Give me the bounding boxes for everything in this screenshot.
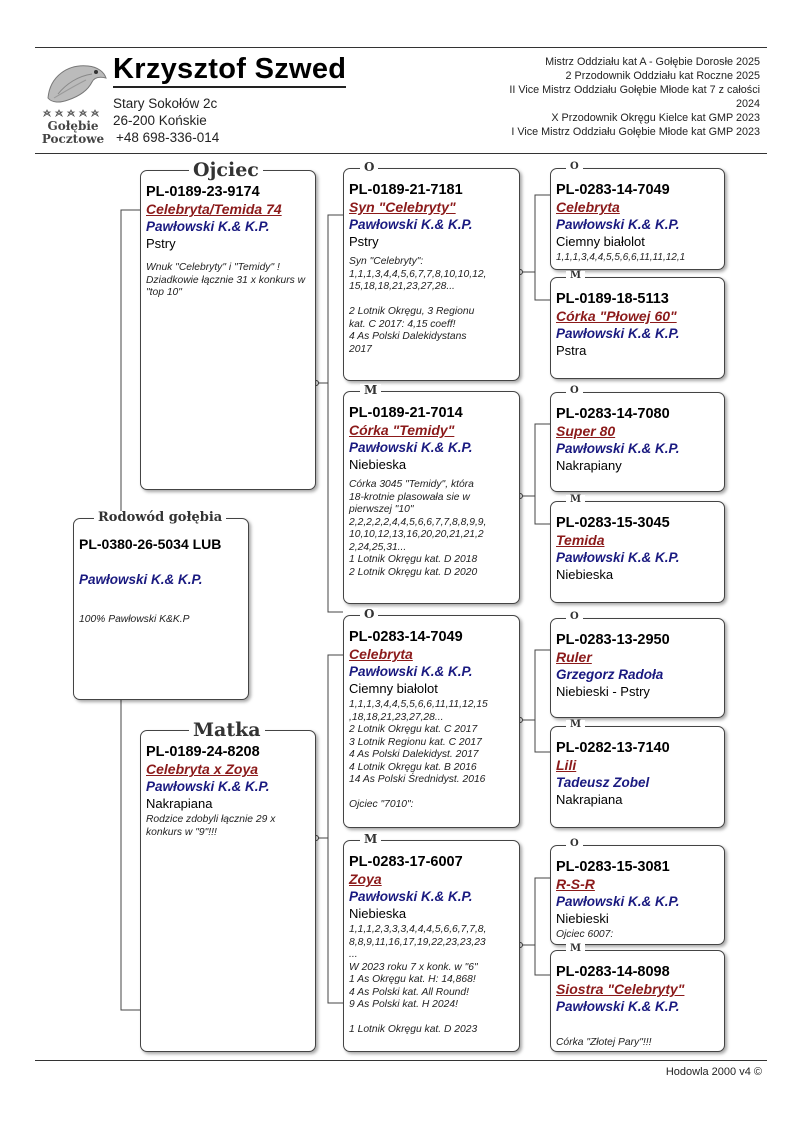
ggp-fmf-color: Nakrapiany — [556, 458, 622, 473]
paternal-grandmother-breeder: Pawłowski K.& K.P. — [349, 440, 473, 455]
dam-marker: M — [566, 720, 585, 730]
ggp-fff-card[interactable] — [550, 168, 725, 270]
ggp-mmf-ring: PL-0283-15-3081 — [556, 859, 670, 875]
owner-address-line1: Stary Sokołów 2c — [113, 96, 218, 111]
dam-marker: M — [566, 944, 585, 954]
father-label: Ojciec — [189, 161, 263, 180]
mother-card[interactable] — [140, 730, 316, 1052]
ggp-ffm-card[interactable] — [550, 277, 725, 379]
achievement-item: Mistrz Oddziału kat A - Gołębie Dorosłe 2025 — [545, 56, 760, 68]
ggp-mfm-name: Lili — [556, 757, 577, 773]
maternal-grandfather-notes: 1,1,1,3,4,4,5,5,6,6,11,11,12,15 ,18,18,21,23,27,28... 2 Lotnik Okręgu kat. C 2017 3 Lotnik Regionu kat. C 2017 4 As Polski Dalekidyst. 2017 4 Lotnik Okręgu kat. B 2016 14 As Polski Średnidyst. 2016 Ojciec "7010": — [349, 699, 488, 810]
sire-marker: O — [566, 386, 583, 396]
paternal-grandmother-name: Córka "Temidy" — [349, 422, 455, 438]
ggp-mfm-color: Nakrapiana — [556, 792, 623, 807]
sire-marker: O — [360, 608, 378, 620]
father-color: Pstry — [146, 236, 176, 251]
maternal-grandmother-breeder: Pawłowski K.& K.P. — [349, 889, 473, 904]
maternal-grandfather-breeder: Pawłowski K.& K.P. — [349, 664, 473, 679]
software-credit: Hodowla 2000 v4 © — [665, 1066, 762, 1078]
ggp-mfm-card[interactable] — [550, 726, 725, 828]
ggp-mff-color: Niebieski - Pstry — [556, 684, 650, 699]
subject-breeder: Pawłowski K.& K.P. — [79, 572, 203, 587]
owner-phone: +48 698-336-014 — [116, 130, 220, 145]
ggp-mfm-ring: PL-0282-13-7140 — [556, 740, 670, 756]
ggp-fff-color: Ciemny białolot — [556, 234, 645, 249]
sire-marker: O — [360, 161, 378, 173]
paternal-grandfather-name: Syn "Celebryty" — [349, 199, 456, 215]
ggp-fmf-card[interactable] — [550, 392, 725, 492]
ggp-fmm-name: Temida — [556, 532, 605, 548]
ggp-ffm-name: Córka "Płowej 60" — [556, 308, 677, 324]
ggp-mfm-breeder: Tadeusz Zobel — [556, 775, 650, 790]
owner-address-line2: 26-200 Końskie — [113, 113, 207, 128]
paternal-grandmother-card[interactable] — [343, 391, 520, 604]
ggp-mmm-notes: Córka "Złotej Pary"!!! — [556, 1037, 652, 1048]
dam-marker: M — [360, 384, 381, 396]
ggp-mmm-breeder: Pawłowski K.& K.P. — [556, 999, 680, 1014]
ggp-mmf-breeder: Pawłowski K.& K.P. — [556, 894, 680, 909]
sire-marker: O — [566, 839, 583, 849]
ggp-mmm-ring: PL-0283-14-8098 — [556, 964, 670, 980]
ggp-fff-name: Celebryta — [556, 199, 620, 215]
subject-ring-number: PL-0380-26-5034 LUB — [79, 536, 222, 552]
mother-notes: Rodzice zdobyli łącznie 29 x konkurs w "9"!!! — [146, 814, 276, 838]
achievement-item: X Przodownik Okręgu Kielce kat GMP 2023 — [551, 112, 760, 124]
father-name: Celebryta/Temida 74 — [146, 201, 282, 217]
paternal-grandmother-ring: PL-0189-21-7014 — [349, 405, 463, 421]
mother-label: Matka — [189, 721, 265, 740]
achievement-item: I Vice Mistrz Oddziału Gołębie Młode kat GMP 2023 — [511, 126, 760, 138]
maternal-grandfather-name: Celebryta — [349, 646, 413, 662]
mother-ring-number: PL-0189-24-8208 — [146, 744, 260, 760]
achievement-item: II Vice Mistrz Oddziału Gołębie Młode kat 7 z całości 2024 — [509, 84, 760, 110]
maternal-grandmother-ring: PL-0283-17-6007 — [349, 854, 463, 870]
maternal-grandmother-color: Niebieska — [349, 906, 407, 921]
maternal-grandfather-ring: PL-0283-14-7049 — [349, 629, 463, 645]
ggp-mmm-card[interactable] — [550, 950, 725, 1052]
ggp-mmf-card[interactable] — [550, 845, 725, 945]
mother-name: Celebryta x Zoya — [146, 761, 259, 777]
ggp-fff-notes: 1,1,1,3,4,4,5,5,6,6,11,11,12,1 — [556, 252, 686, 263]
ggp-ffm-breeder: Pawłowski K.& K.P. — [556, 326, 680, 341]
ggp-ffm-ring: PL-0189-18-5113 — [556, 291, 669, 307]
subject-notes: 100% Pawłowski K&K.P — [79, 614, 190, 625]
ggp-mmf-color: Niebieski — [556, 911, 609, 926]
ggp-mmf-notes: Ojciec 6007: — [556, 929, 614, 940]
ggp-mmf-name: R-S-R — [556, 876, 595, 892]
ggp-mff-card[interactable] — [550, 618, 725, 718]
ggp-fmm-ring: PL-0283-15-3045 — [556, 515, 670, 531]
pedigree-label: Rodowód gołębia — [94, 511, 226, 524]
father-card[interactable] — [140, 170, 316, 490]
ggp-fff-ring: PL-0283-14-7049 — [556, 182, 670, 198]
paternal-grandfather-ring: PL-0189-21-7181 — [349, 182, 463, 198]
ggp-fmm-card[interactable] — [550, 501, 725, 603]
dam-marker: M — [360, 833, 381, 845]
footer-rule — [35, 1060, 767, 1061]
paternal-grandfather-notes: Syn "Celebryty": 1,1,1,3,4,4,5,6,7,7,8,10,10,12, 15,18,18,21,23,27,28... 2 Lotnik Okręgu, 3 Regionu kat. C 2017: 4,15 coeff! 4 As Polski Dalekidystans 2017 — [349, 256, 487, 355]
dam-marker: M — [566, 271, 585, 281]
sire-marker: O — [566, 612, 583, 622]
logo-text-line2: Pocztowe — [41, 132, 105, 146]
sire-marker: O — [566, 162, 583, 172]
ggp-fmm-breeder: Pawłowski K.& K.P. — [556, 550, 680, 565]
mother-color: Nakrapiana — [146, 796, 213, 811]
ggp-fmf-ring: PL-0283-14-7080 — [556, 406, 670, 422]
maternal-grandfather-color: Ciemny białolot — [349, 681, 438, 696]
achievement-item: 2 Przodownik Oddziału kat Roczne 2025 — [565, 70, 760, 82]
ggp-mff-ring: PL-0283-13-2950 — [556, 632, 670, 648]
maternal-grandmother-name: Zoya — [349, 871, 382, 887]
ggp-mff-breeder: Grzegorz Radoła — [556, 667, 664, 682]
owner-name: Krzysztof Szwed — [113, 52, 346, 88]
paternal-grandfather-card[interactable] — [343, 168, 520, 381]
subject-pigeon-card[interactable] — [73, 518, 249, 700]
ggp-fff-breeder: Pawłowski K.& K.P. — [556, 217, 680, 232]
ggp-fmm-color: Niebieska — [556, 567, 614, 582]
dam-marker: M — [566, 495, 585, 505]
father-breeder: Pawłowski K.& K.P. — [146, 219, 270, 234]
paternal-grandmother-color: Niebieska — [349, 457, 407, 472]
maternal-grandmother-card[interactable] — [343, 840, 520, 1052]
father-notes: Wnuk "Celebryty" i "Temidy" ! Dziadkowie łącznie 31 x konkurs w "top 10" — [146, 262, 306, 298]
maternal-grandmother-notes: 1,1,1,2,3,3,3,4,4,4,5,6,6,7,7,8, 8,8,9,11,16,17,19,22,23,23,23 ... W 2023 roku 7 x konk. w "6" 1 As Okręgu kat. H: 14,868! 4 As Polski kat. All Round! 9 As Polski kat. H 2024! 1 Lotnik Okręgu kat. D 2023 — [349, 924, 487, 1035]
paternal-grandmother-notes: Córka 3045 "Temidy", która 18-krotnie plasowała sie w pierwszej "10" 2,2,2,2,2,4,4,5,6,6,7,7,8,8,9,9, 10,10,12,13,16,20,20,21,21,2 2,24,25,31... 1 Lotnik Okręgu kat. D 2018 2 Lotnik Okręgu kat. D 2020 — [349, 479, 487, 578]
paternal-grandfather-color: Pstry — [349, 234, 379, 249]
father-ring-number: PL-0189-23-9174 — [146, 184, 260, 200]
ggp-fmf-breeder: Pawłowski K.& K.P. — [556, 441, 680, 456]
ggp-fmf-name: Super 80 — [556, 423, 616, 439]
ggp-ffm-color: Pstra — [556, 343, 587, 358]
logo-text-line1: Gołębie — [47, 119, 99, 133]
maternal-grandfather-card[interactable] — [343, 615, 520, 828]
mother-breeder: Pawłowski K.& K.P. — [146, 779, 270, 794]
paternal-grandfather-breeder: Pawłowski K.& K.P. — [349, 217, 473, 232]
ggp-mmm-name: Siostra "Celebryty" — [556, 981, 685, 997]
ggp-mff-name: Ruler — [556, 649, 592, 665]
